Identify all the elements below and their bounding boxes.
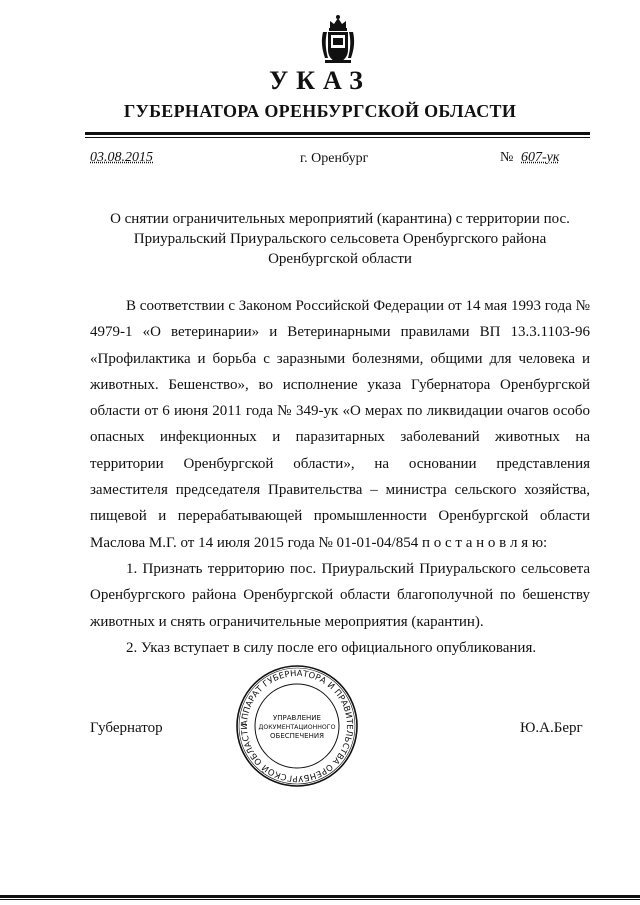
body-paragraph: 1. Признать территорию пос. Приуральский Приуральского сельсовета Оренбургского района Оренбургской области благополучной по бешенству животных и снять ограничительные мероприятия (карантин). <box>90 560 590 630</box>
signatory-name: Ю.А.Берг <box>520 720 583 736</box>
header-divider-thin <box>85 137 590 138</box>
document-subtitle: ГУБЕРНАТОРА ОРЕНБУРГСКОЙ ОБЛАСТИ <box>123 101 517 121</box>
coat-of-arms-icon <box>319 14 357 66</box>
document-title: УКАЗ <box>269 66 371 95</box>
header-divider-thick <box>85 132 590 135</box>
stamp-center-line: УПРАВЛЕНИЕ <box>273 714 321 722</box>
document-date: 03.08.2015 <box>90 150 153 165</box>
document-number: 607-ук <box>521 150 560 165</box>
signatory-position: Губернатор <box>90 720 163 736</box>
document-number-label: № <box>500 150 514 165</box>
stamp-center-line: ДОКУМЕНТАЦИОННОГО <box>258 724 336 731</box>
body-paragraph: В соответствии с Законом Российской Федерации от 14 мая 1993 года № 4979-1 «О ветеринарии» и Ветеринарными правилами ВП 13.3.1103-96 «Профилактика и борьба с заразными болезнями, общими для человека и животных. Бешенство», во исполнение указа Губернатора Оренбургской области от 6 июня 2011 года № 349-ук «О мерах по ликвидации очагов особо опасных инфекционных и паразитарных заболеваний животных на территории Оренбургской области», на основании представления заместителя председателя Правительства – министра сельского хозяйства, пищевой и перерабатывающей промышленности Оренбургской области Маслова М.Г. от 14 июля 2015 года № 01-01-04/854 п о с т а н о в л я ю: <box>90 298 590 551</box>
footer-divider-thin <box>0 899 640 900</box>
document-heading: О снятии ограничительных мероприятий (карантина) с территории пос. Приуральский Приуральского сельсовета Оренбургского района Оренбургской области <box>110 211 570 267</box>
document-city: г. Оренбург <box>300 151 369 166</box>
stamp-ring-text: АППАРАТ ГУБЕРНАТОРА И ПРАВИТЕЛЬСТВА ОРЕНБУРГСКОЙ ОБЛАСТИ <box>238 667 356 785</box>
body-paragraph: 2. Указ вступает в силу после его официального опубликования. <box>126 639 537 656</box>
document-body <box>90 293 590 661</box>
footer-divider-thick <box>0 895 640 898</box>
stamp-center-line: ОБЕСПЕЧЕНИЯ <box>270 732 324 740</box>
official-stamp <box>235 664 359 788</box>
